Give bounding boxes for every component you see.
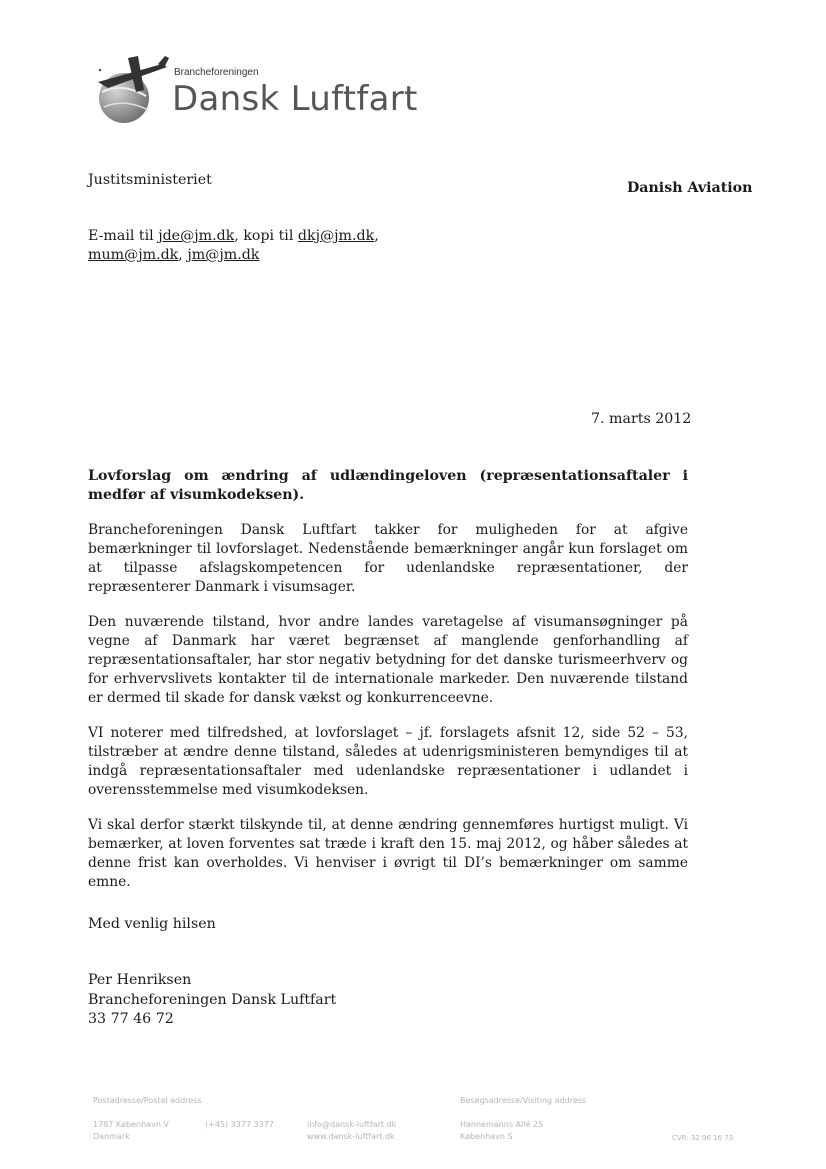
email-link-jde[interactable]: jde@jm.dk bbox=[158, 228, 235, 244]
letter-date: 7. marts 2012 bbox=[591, 411, 692, 427]
email-sep: , bbox=[374, 228, 379, 244]
footer-visiting-line1: Hannemanns Allé 25 bbox=[460, 1120, 544, 1129]
email-prefix: E-mail til bbox=[88, 228, 159, 244]
email-sep: , bbox=[178, 247, 188, 263]
footer-cvr: CVR: 32 96 16 73 bbox=[672, 1134, 734, 1142]
email-recipients bbox=[88, 227, 379, 265]
closing: Med venlig hilsen bbox=[88, 916, 216, 932]
letter-subject: Lovforslag om ændring af udlændingeloven (repræsentationsaftaler i medfør af visumkodeksen). bbox=[88, 468, 688, 503]
body-paragraph: Den nuværende tilstand, hvor andre landes varetagelse af visumansøgninger på vegne af Danmark har været begrænset af manglende genforhandling af repræsentationsaftaler, har stor negativ betydning for det danske turismeerhverv og for erhvervslivets kontakter til de internationale markeder. Den nuværende tilstand er dermed til skade for dansk vækst og konkurrenceevne. bbox=[88, 614, 688, 706]
letterhead-logo bbox=[92, 52, 452, 127]
letterhead-org-small: Brancheforeningen bbox=[174, 67, 259, 78]
signature-phone: 33 77 46 72 bbox=[88, 1011, 174, 1027]
airplane-globe-icon bbox=[92, 52, 174, 124]
email-link-jm[interactable]: jm@jm.dk bbox=[187, 247, 260, 263]
footer-postal-label: Postadresse/Postal address bbox=[93, 1096, 202, 1105]
signature-block bbox=[88, 971, 336, 1030]
body-paragraph: Brancheforeningen Dansk Luftfart takker for muligheden for at afgive bemærkninger til lovforslaget. Nedenstående bemærkninger angår kun forslaget om at tilpasse afslagskompetencen for udenlandske repræsentationer, der repræsenterer Danmark i visumsager. bbox=[88, 522, 688, 595]
footer-web[interactable]: www.dansk-luftfart.dk bbox=[307, 1132, 395, 1141]
signature-name: Per Henriksen bbox=[88, 972, 192, 988]
footer-postal-line1: 1787 København V bbox=[93, 1120, 169, 1129]
email-mid: , kopi til bbox=[234, 228, 298, 244]
footer-email[interactable]: info@dansk-luftfart.dk bbox=[307, 1120, 397, 1129]
footer-visiting-line2: København S bbox=[460, 1132, 513, 1141]
letter-body bbox=[88, 521, 688, 908]
body-paragraph: Vi skal derfor stærkt tilskynde til, at denne ændring gennemføres hurtigst muligt. Vi bemærker, at loven forventes sat træde i kraft den 15. maj 2012, og håber således at denne frist kan overholdes. Vi henviser i øvrigt til DI’s bemærkninger om samme emne. bbox=[88, 817, 688, 890]
footer-visiting-label: Besøgsadresse/Visiting address bbox=[460, 1096, 587, 1105]
recipient: Justitsministeriet bbox=[88, 172, 212, 188]
letterhead-org-name: Dansk Luftfart bbox=[172, 79, 418, 119]
footer-postal-line2: Danmark bbox=[93, 1132, 130, 1141]
footer-phone: (+45) 3377 3377 bbox=[205, 1120, 274, 1129]
email-link-dkj[interactable]: dkj@jm.dk bbox=[297, 228, 375, 244]
email-link-mum[interactable]: mum@jm.dk bbox=[88, 247, 179, 263]
sender-name: Danish Aviation bbox=[627, 180, 753, 196]
body-paragraph: VI noterer med tilfredshed, at lovforslaget – jf. forslagets afsnit 12, side 52 – 53, tilstræber at ændre denne tilstand, således at udenrigsministeren bemyndiges til at indgå repræsentationsaftaler med udenlandske repræsentationer i udlandet i overensstemmelse med visumkodeksen. bbox=[88, 725, 688, 798]
signature-org: Brancheforeningen Dansk Luftfart bbox=[88, 991, 337, 1008]
